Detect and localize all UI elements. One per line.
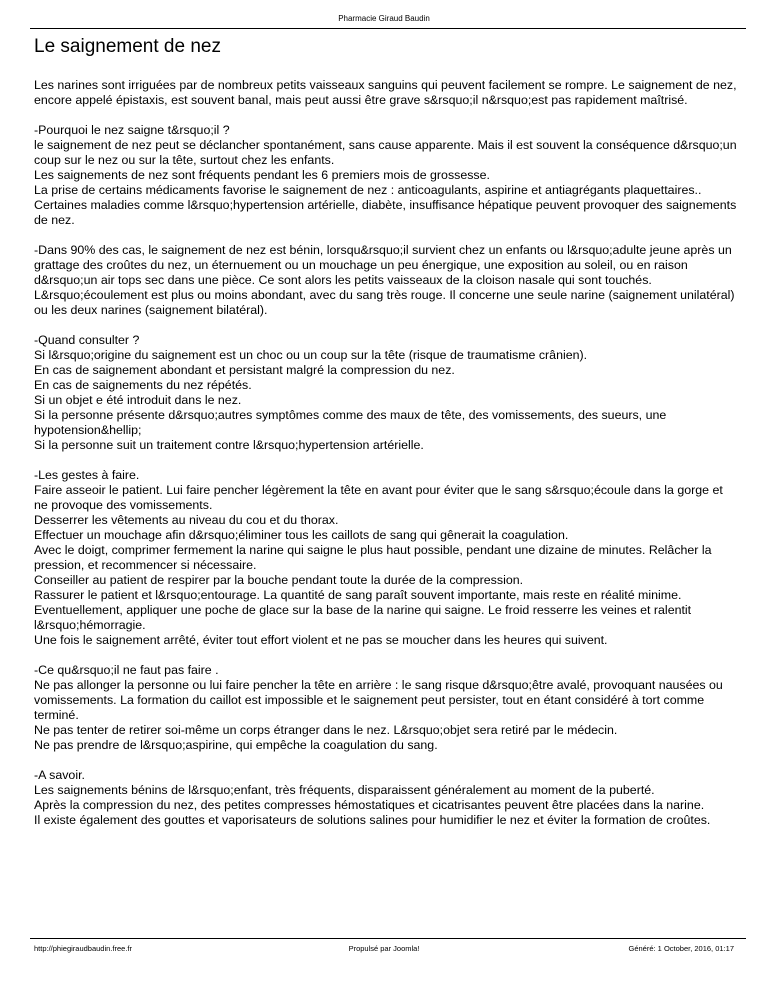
paragraph-line: le saignement de nez peut se déclancher spontanément, sans cause apparente. Mais il est souvent la conséquence d&rsquo;un coup sur le nez ou sur la tête, surtout chez les enfants. [34, 138, 737, 167]
paragraph-line: Avec le doigt, comprimer fermement la narine qui saigne le plus haut possible, pendant une dizaine de minutes. Relâcher la pression, et recommencer si nécessaire. [34, 543, 712, 572]
paragraph-line: Si la personne présente d&rsquo;autres symptômes comme des maux de tête, des vomissements, des sueurs, une hypotension&hellip; [34, 408, 667, 437]
paragraph-line: -Dans 90% des cas, le saignement de nez est bénin, lorsqu&rsquo;il survient chez un enfants ou l&rsquo;adulte jeune après un grattage des croûtes du nez, un éternuement ou un mouchage un peu énergique, une exposition au soleil, ou en raison d&rsquo;un air tops sec dans une pièce. Ce sont alors les petits vaisseaux de la cloison nasale qui sont touchés. L&rsquo;écoulement est plus ou moins abondant, avec du sang très rouge. Il concerne une seule narine (saignement unilatéral) ou les deux narines (saignement bilatéral). [34, 243, 735, 317]
paragraph-line: -Ce qu&rsquo;il ne faut pas faire . [34, 663, 219, 677]
paragraph-line: Rassurer le patient et l&rsquo;entourage. La quantité de sang paraît souvent importante, mais reste en réalité minime. [34, 588, 682, 602]
paragraph-line: Il existe également des gouttes et vaporisateurs de solutions salines pour humidifier le nez et éviter la formation de croûtes. [34, 813, 711, 827]
paragraph-line: -Les gestes à faire. [34, 468, 140, 482]
paragraph-line: Si la personne suit un traitement contre l&rsquo;hypertension artérielle. [34, 438, 424, 452]
paragraph-line: Après la compression du nez, des petites compresses hémostatiques et cicatrisantes peuvent être placées dans la narine. [34, 798, 705, 812]
paragraph-line: -A savoir. [34, 768, 85, 782]
header-divider [30, 28, 746, 29]
article-paragraph [34, 123, 740, 228]
article-body [34, 78, 740, 843]
article-paragraph [34, 663, 740, 753]
page-title: Le saignement de nez [34, 36, 221, 57]
article-paragraph [34, 78, 740, 108]
paragraph-line: Une fois le saignement arrêté, éviter tout effort violent et ne pas se moucher dans les heures qui suivent. [34, 633, 608, 647]
paragraph-line: Si l&rsquo;origine du saignement est un choc ou un coup sur la tête (risque de traumatisme crânien). [34, 348, 588, 362]
paragraph-line: En cas de saignements du nez répétés. [34, 378, 252, 392]
footer-url-link[interactable]: http://phiegiraudbaudin.free.fr [34, 944, 132, 953]
footer-divider [30, 938, 746, 939]
paragraph-line: Les saignements bénins de l&rsquo;enfant, très fréquents, disparaissent généralement au moment de la puberté. [34, 783, 655, 797]
paragraph-line: Faire asseoir le patient. Lui faire pencher légèrement la tête en avant pour éviter que le sang s&rsquo;écoule dans la gorge et ne provoque des vomissements. [34, 483, 723, 512]
paragraph-line: Desserrer les vêtements au niveau du cou et du thorax. [34, 513, 339, 527]
footer-generated-date: Généré: 1 October, 2016, 01:17 [628, 944, 734, 953]
paragraph-line: Eventuellement, appliquer une poche de glace sur la base de la narine qui saigne. Le froid resserre les veines et ralentit l&rsquo;hémorragie. [34, 603, 692, 632]
site-name-header: Pharmacie Giraud Baudin [338, 14, 430, 23]
paragraph-line: Effectuer un mouchage afin d&rsquo;éliminer tous les caillots de sang qui gênerait la coagulation. [34, 528, 569, 542]
paragraph-line: Ne pas tenter de retirer soi-même un corps étranger dans le nez. L&rsquo;objet sera retiré par le médecin. [34, 723, 618, 737]
paragraph-line: La prise de certains médicaments favorise le saignement de nez : anticoagulants, aspirine et antiagrégants plaquettaires.. [34, 183, 702, 197]
paragraph-line: -Pourquoi le nez saigne t&rsquo;il ? [34, 123, 230, 137]
article-paragraph [34, 333, 740, 453]
paragraph-line: En cas de saignement abondant et persistant malgré la compression du nez. [34, 363, 455, 377]
paragraph-line: Conseiller au patient de respirer par la bouche pendant toute la durée de la compression. [34, 573, 524, 587]
paragraph-line: Ne pas prendre de l&rsquo;aspirine, qui empêche la coagulation du sang. [34, 738, 438, 752]
paragraph-line: Les saignements de nez sont fréquents pendant les 6 premiers mois de grossesse. [34, 168, 490, 182]
paragraph-line: Ne pas allonger la personne ou lui faire pencher la tête en arrière : le sang risque d&rsquo;être avalé, provoquant nausées ou vomissements. La formation du caillot est impossible et le saignement peut persister, tout en étant considéré à tort comme terminé. [34, 678, 723, 722]
paragraph-line: Les narines sont irriguées par de nombreux petits vaisseaux sanguins qui peuvent facilement se rompre. Le saignement de nez, encore appelé épistaxis, est souvent banal, mais peut aussi être grave s&rsquo;il n&rsquo;est pas rapidement maîtrisé. [34, 78, 737, 107]
paragraph-line: Certaines maladies comme l&rsquo;hypertension artérielle, diabète, insuffisance hépatique peuvent provoquer des saignements de nez. [34, 198, 737, 227]
footer-powered-by: Propulsé par Joomla! [348, 944, 420, 953]
article-paragraph [34, 243, 740, 318]
paragraph-line: Si un objet e été introduit dans le nez. [34, 393, 242, 407]
article-paragraph [34, 768, 740, 828]
paragraph-line: -Quand consulter ? [34, 333, 140, 347]
article-paragraph [34, 468, 740, 648]
